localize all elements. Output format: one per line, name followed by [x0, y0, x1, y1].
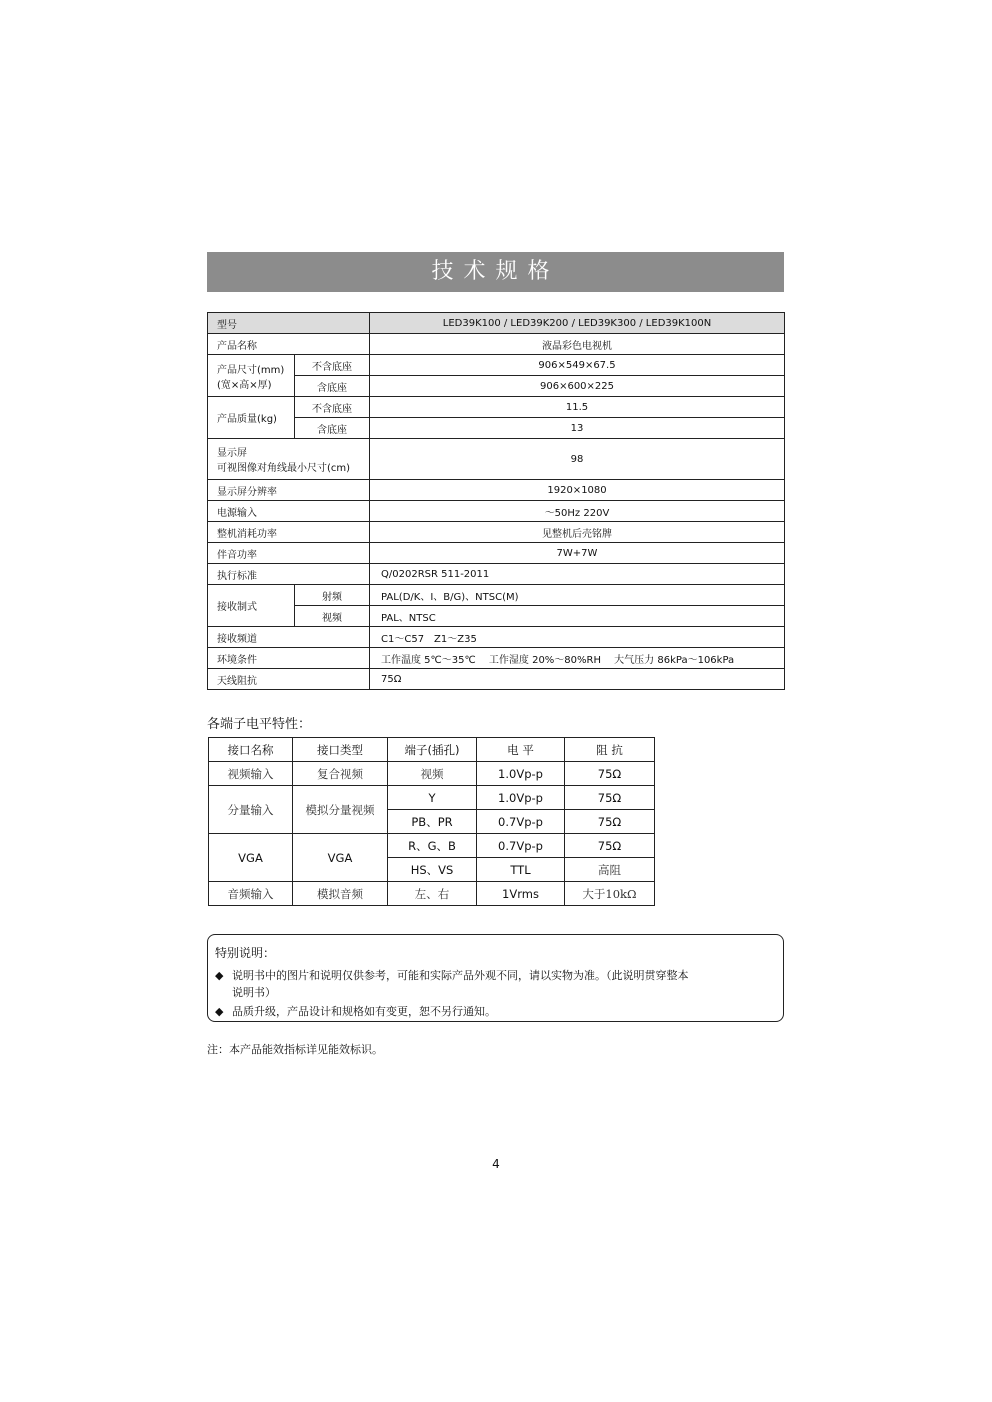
resolution-value: 1920×1080 — [370, 480, 785, 501]
spec-row-environment — [208, 648, 785, 669]
screen-value: 98 — [370, 439, 785, 480]
product-name-label: 产品名称 — [208, 334, 370, 355]
audio-in-level: 1Vrms — [477, 882, 565, 906]
notes-heading: 特别说明： — [215, 946, 276, 960]
component-in-name: 分量输入 — [209, 786, 293, 834]
component-in-type: 模拟分量视频 — [293, 786, 388, 834]
header-level: 电 平 — [477, 738, 565, 762]
bullet-diamond-icon: ◆ — [215, 969, 224, 982]
rgb-impedance: 75Ω — [565, 834, 655, 858]
audio-power-value: 7W+7W — [370, 543, 785, 564]
spec-row-size-no-base — [208, 355, 785, 376]
screen-label-line2: 可视图像对角线最小尺寸(cm) — [217, 463, 351, 474]
spec-row-screen — [208, 439, 785, 480]
video-in-type: 复合视频 — [293, 762, 388, 786]
vga-name: VGA — [209, 834, 293, 882]
table-row — [209, 882, 655, 906]
spec-row-resolution — [208, 480, 785, 501]
rgb-terminal: R、G、B — [388, 834, 477, 858]
video-value: PAL、NTSC — [370, 606, 785, 627]
terminal-header-row — [209, 738, 655, 762]
pb-pr-impedance: 75Ω — [565, 810, 655, 834]
header-terminal: 端子(插孔) — [388, 738, 477, 762]
audio-in-name: 音频输入 — [209, 882, 293, 906]
channel-label: 接收频道 — [208, 627, 370, 648]
note-item-1-text: 说明书中的图片和说明仅供参考，可能和实际产品外观不同，请以实物为准。（此说明贯穿整本 — [232, 969, 689, 982]
header-interface-type: 接口类型 — [293, 738, 388, 762]
terminal-table — [208, 737, 655, 906]
y-terminal: Y — [388, 786, 477, 810]
product-name-value: 液晶彩色电视机 — [370, 334, 785, 355]
screen-label — [208, 439, 370, 480]
special-notes-box — [207, 934, 784, 1022]
antenna-value: 75Ω — [370, 669, 785, 690]
size-no-base-label: 不含底座 — [295, 355, 370, 376]
page-title: 技术规格 — [207, 252, 784, 292]
page-number: 4 — [492, 1157, 500, 1171]
spec-row-reception-rf — [208, 585, 785, 606]
spec-row-size-with-base — [208, 376, 785, 397]
power-consumption-value: 见整机后壳铭牌 — [370, 522, 785, 543]
note-item-2 — [215, 1003, 496, 1019]
power-consumption-label: 整机消耗功率 — [208, 522, 370, 543]
env-label: 环境条件 — [208, 648, 370, 669]
spec-row-product-name — [208, 334, 785, 355]
table-row — [209, 834, 655, 858]
spec-row-power-consumption — [208, 522, 785, 543]
size-with-base-label: 含底座 — [295, 376, 370, 397]
audio-in-terminal: 左、右 — [388, 882, 477, 906]
spec-row-antenna — [208, 669, 785, 690]
spec-row-power-input — [208, 501, 785, 522]
size-label-line1: 产品尺寸(mm) — [217, 364, 285, 376]
video-in-level: 1.0Vp-p — [477, 762, 565, 786]
energy-label-note: 注：本产品能效指标详见能效标识。 — [207, 1043, 383, 1056]
pb-pr-terminal: PB、PR — [388, 810, 477, 834]
weight-no-base-label: 不含底座 — [295, 397, 370, 418]
table-row — [209, 762, 655, 786]
hsvs-level: TTL — [477, 858, 565, 882]
note-item-1-continued: 说明书） — [232, 986, 276, 999]
video-in-name: 视频输入 — [209, 762, 293, 786]
weight-with-base-label: 含底座 — [295, 418, 370, 439]
screen-label-line1: 显示屏 — [217, 448, 247, 459]
vga-type: VGA — [293, 834, 388, 882]
model-label: 型号 — [208, 313, 370, 334]
audio-in-impedance: 大于10kΩ — [565, 882, 655, 906]
spec-row-channel — [208, 627, 785, 648]
spec-row-weight-no-base — [208, 397, 785, 418]
header-interface-name: 接口名称 — [209, 738, 293, 762]
y-level: 1.0Vp-p — [477, 786, 565, 810]
hsvs-impedance: 高阻 — [565, 858, 655, 882]
header-impedance: 阻 抗 — [565, 738, 655, 762]
pb-pr-level: 0.7Vp-p — [477, 810, 565, 834]
size-with-base-value: 906×600×225 — [370, 376, 785, 397]
size-label — [208, 355, 295, 397]
channel-value: C1～C57 Z1～Z35 — [370, 627, 785, 648]
bullet-diamond-icon: ◆ — [215, 1005, 224, 1018]
table-row — [209, 786, 655, 810]
spec-row-weight-with-base — [208, 418, 785, 439]
weight-with-base-value: 13 — [370, 418, 785, 439]
spec-table — [207, 312, 785, 690]
audio-power-label: 伴音功率 — [208, 543, 370, 564]
antenna-label: 天线阻抗 — [208, 669, 370, 690]
note-item-2-text: 品质升级，产品设计和规格如有变更，恕不另行通知。 — [232, 1005, 496, 1018]
video-in-impedance: 75Ω — [565, 762, 655, 786]
rgb-level: 0.7Vp-p — [477, 834, 565, 858]
spec-row-model — [208, 313, 785, 334]
power-input-value: ～50Hz 220V — [370, 501, 785, 522]
size-label-line2: (宽×高×厚) — [217, 379, 272, 391]
resolution-label: 显示屏分辨率 — [208, 480, 370, 501]
spec-row-reception-video — [208, 606, 785, 627]
audio-in-type: 模拟音频 — [293, 882, 388, 906]
y-impedance: 75Ω — [565, 786, 655, 810]
hsvs-terminal: HS、VS — [388, 858, 477, 882]
size-no-base-value: 906×549×67.5 — [370, 355, 785, 376]
weight-no-base-value: 11.5 — [370, 397, 785, 418]
spec-row-audio-power — [208, 543, 785, 564]
standard-value: Q/0202RSR 511-2011 — [370, 564, 785, 585]
power-input-label: 电源输入 — [208, 501, 370, 522]
video-in-terminal: 视频 — [388, 762, 477, 786]
spec-row-standard — [208, 564, 785, 585]
note-item-1 — [215, 967, 689, 983]
terminal-section-title: 各端子电平特性： — [207, 717, 312, 732]
weight-label: 产品质量(kg) — [208, 397, 295, 439]
model-value: LED39K100 / LED39K200 / LED39K300 / LED39K100N — [370, 313, 785, 334]
reception-label: 接收制式 — [208, 585, 295, 627]
rf-value: PAL(D/K、Ⅰ、B/G)、NTSC(M) — [370, 585, 785, 606]
env-value: 工作温度 5℃～35℃ 工作湿度 20%～80%RH 大气压力 86kPa～106kPa — [370, 648, 785, 669]
rf-label: 射频 — [295, 585, 370, 606]
video-label: 视频 — [295, 606, 370, 627]
standard-label: 执行标准 — [208, 564, 370, 585]
